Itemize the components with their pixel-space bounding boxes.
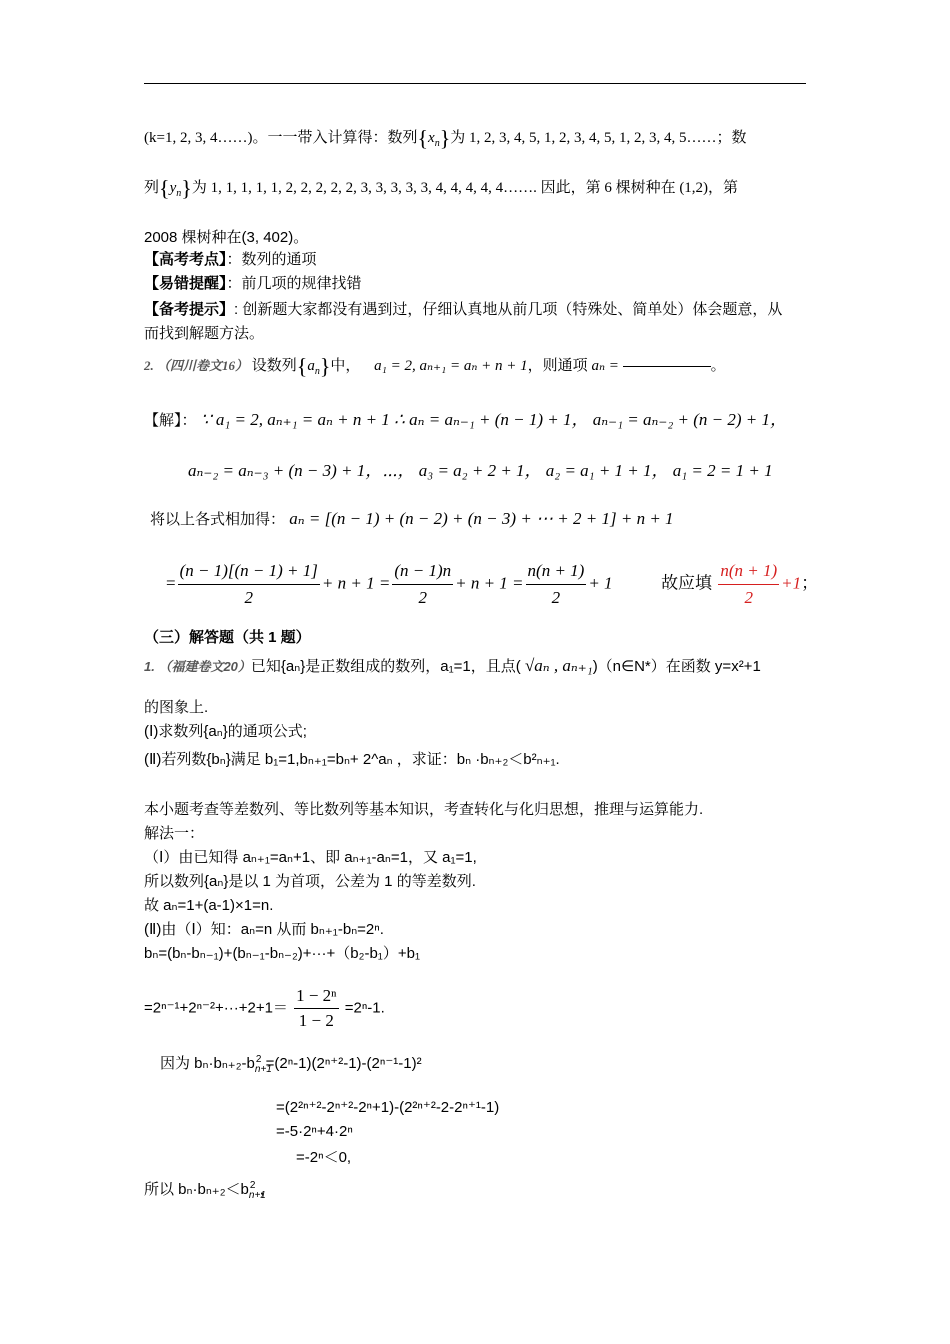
text: + 1 bbox=[588, 573, 613, 593]
para-line-1: (k=1, 2, 3, 4……)。一一带入计算得：数列$\{x_n\}$为 1, 2, 3, 4, 5, 1, 2, 3, 4, 5, 1, 2, 3, 4, 5……；数 bbox=[144, 125, 747, 151]
fraction: $\frac{(n - 1)[(n - 1) + 1]}{2}$ bbox=[179, 561, 318, 607]
point: √aₙ , aₙ₊₁ bbox=[524, 656, 593, 675]
brace-left: { bbox=[417, 125, 429, 151]
text: ， bbox=[259, 1181, 275, 1198]
text: 为 1, 2, 3, 4, 5, 1, 2, 3, 4, 5, 1, 2, 3, 4, 5……；数 bbox=[450, 130, 747, 146]
step-3: 故 aₙ=1+(a-1)×1=n. bbox=[144, 897, 274, 914]
solution-label: 【解】： bbox=[144, 413, 197, 429]
fraction: $\frac{\text{1 − 2ⁿ}}{1 - 2}$ bbox=[296, 986, 337, 1030]
text: =2ⁿ-1. bbox=[344, 999, 385, 1017]
step-5: bₙ=(bₙ-bₙ₋₁)+(bₙ₋₁-bₙ₋₂)+···+（b₂-b₁）+b₁ bbox=[144, 945, 421, 962]
kaodian-label: 【高考考点】 bbox=[144, 251, 227, 268]
step-4: (Ⅱ)由（Ⅰ）知：aₙ=n 从而 bₙ₊₁-bₙ=2ⁿ. bbox=[144, 921, 384, 938]
question-1-part-2: (Ⅱ)若列数{bₙ}满足 b₁=1,bₙ₊₁=bₙ+ 2^aₙ ，求证：bₙ ·bₙ₊₂＜b²ₙ₊₁. bbox=[144, 751, 560, 768]
step-9: =-5·2ⁿ+4·2ⁿ bbox=[276, 1123, 353, 1140]
equation: ∵ a₁ = 2, aₙ₊₁ = aₙ + n + 1 ∴ aₙ = aₙ₋₁ + (n − 1) + 1， aₙ₋₁ = aₙ₋₂ + (n − 2) + 1， bbox=[200, 410, 787, 429]
brace-right: } bbox=[439, 125, 451, 151]
yicuo-line bbox=[144, 274, 362, 294]
fraction: $\frac{(n - 1)n}{2}$ bbox=[394, 561, 452, 607]
step-8: =(2²ⁿ⁺²-2ⁿ⁺²-2ⁿ+1)-(2²ⁿ⁺²-2-2ⁿ⁺¹-1) bbox=[276, 1099, 500, 1116]
section-heading: （三）解答题（共 1 题） bbox=[144, 629, 311, 646]
text: (k=1, 2, 3, 4……)。一一带入计算得：数列 bbox=[144, 130, 418, 146]
fraction: $\frac{n(n + 1)}{2}$ bbox=[527, 561, 585, 607]
equation: aₙ = [(n − 1) + (n − 2) + (n − 3) + ⋯ + 2 + 1] + n + 1 bbox=[289, 509, 674, 528]
beikao-text: : 创新题大家都没有遇到过，仔细认真地从前几项（特殊处、简单处）体会题意，从 bbox=[234, 301, 783, 318]
header-rule bbox=[144, 83, 806, 84]
equation: aₙ₋₂ = aₙ₋₃ + (n − 3) + 1，⋯， a₃ = a₂ + 2 + 1， a₂ = a₁ + 1 + 1， a₁ = 2 = 1 + 1 bbox=[188, 461, 773, 480]
text: 中， bbox=[330, 358, 361, 374]
text: 将以上各式相加得： bbox=[150, 512, 286, 528]
solution-line-3 bbox=[150, 509, 674, 530]
text: 。 bbox=[710, 358, 726, 374]
question-1-line-2: 的图象上. bbox=[144, 699, 209, 716]
answer-plus: +1 bbox=[781, 573, 802, 593]
text: 所以 bₙ·bₙ₊₂＜b bbox=[144, 1181, 249, 1198]
yicuo-label: 【易错提醒】 bbox=[144, 275, 227, 292]
text: 列 bbox=[144, 180, 160, 196]
step-10: =-2ⁿ＜0, bbox=[296, 1149, 352, 1166]
kaodian-line bbox=[144, 250, 317, 270]
question-2: 2. （四川卷文16） 设数列$\{a_n\}$中， a₁ = 2, aₙ₊₁ = aₙ + n + 1，则通项 aₙ = 。 bbox=[144, 353, 726, 379]
solution-line-2 bbox=[188, 461, 773, 481]
answer-fraction: $\frac{n(n + 1)}{2}$ bbox=[720, 561, 778, 607]
text: ，则通项 bbox=[527, 358, 588, 374]
text: =2ⁿ⁻¹+2ⁿ⁻²+···+2+1＝ bbox=[144, 999, 288, 1017]
text: 因为 bₙ·bₙ₊₂-b bbox=[160, 1055, 255, 1072]
beikao-line bbox=[144, 300, 782, 320]
fill-label: 故应填 bbox=[661, 573, 713, 593]
yicuo-text: ：前几项的规律找错 bbox=[226, 275, 362, 292]
step-6 bbox=[144, 986, 385, 1031]
seq-x: x bbox=[428, 130, 435, 146]
seq-y: y bbox=[169, 180, 177, 196]
step-11: 所以 $b_n\cdot b_{n+2}<b_{n+1}^2$ ， bbox=[144, 1180, 275, 1201]
step-1: （Ⅰ）由已知得 aₙ₊₁=aₙ+1、即 aₙ₊₁-aₙ=1，又 a₁=1, bbox=[144, 849, 477, 866]
kaodian-text: ：数列的通项 bbox=[226, 251, 317, 268]
method-label: 解法一： bbox=[144, 825, 205, 842]
text: ； bbox=[801, 573, 819, 593]
para-line-2: 列$\{y_n\}$为 1, 1, 1, 1, 1, 2, 2, 2, 2, 2, 3, 3, 3, 3, 3, 4, 4, 4, 4, 4……. 因此，第 6 棵树种在 (1,2)，第 bbox=[144, 175, 739, 201]
question-source: 1. （福建卷文20） bbox=[144, 659, 251, 674]
answer-lhs: aₙ = bbox=[591, 358, 619, 374]
brace-right: } bbox=[181, 175, 192, 201]
text: )（n∈N*）在函数 y=x²+1 bbox=[592, 658, 761, 675]
text: 设数列 bbox=[251, 358, 297, 374]
step-2: 所以数列{aₙ}是以 1 为首项，公差为 1 的等差数列. bbox=[144, 873, 476, 890]
text: =(2ⁿ-1)(2ⁿ⁺²-1)-(2ⁿ⁻¹-1)² bbox=[265, 1055, 422, 1072]
step-7: 因为 $b_n\cdot b_{n+2}-b_{n+1}^2 =(2^n-1)(2^{n+2}-1)-(2^{n-1}-1)^2$ bbox=[160, 1054, 422, 1075]
condition: a₁ = 2, aₙ₊₁ = aₙ + n + 1 bbox=[374, 358, 528, 374]
question-1-line-1 bbox=[144, 656, 761, 677]
beikao-line-2: 而找到解题方法。 bbox=[144, 325, 265, 342]
solution-line-1 bbox=[144, 410, 787, 431]
answer-blank bbox=[623, 366, 711, 367]
analysis-intro: 本小题考查等差数列、等比数列等基本知识，考查转化与化归思想，推理与运算能力. bbox=[144, 801, 704, 818]
solution-line-4: = $\frac{(n - 1)[(n - 1) + 1]}{2}$ + n + 1 = $\frac{(n - 1)n}{2}$ + n + 1 = $\frac{n(n + 1)}{2}$ + 1 故应填 $\frac{n(n + 1)}{2}$ +1； bbox=[166, 561, 819, 607]
question-1-part-1: (Ⅰ)求数列{aₙ}的通项公式; bbox=[144, 723, 307, 740]
text: + n + 1 = bbox=[455, 573, 524, 593]
para-line-3: 2008 棵树种在(3, 402)。 bbox=[144, 229, 309, 246]
question-source: 2. （四川卷文16） bbox=[144, 358, 249, 373]
text: 已知{aₙ}是正数组成的数列，a₁=1，且点( bbox=[250, 658, 521, 675]
text: + n + 1 = bbox=[321, 573, 391, 593]
text: 为 1, 1, 1, 1, 1, 2, 2, 2, 2, 2, 3, 3, 3, 3, 3, 4, 4, 4, 4, 4……. 因此，第 6 棵树种在 (1,2)，第 bbox=[191, 180, 739, 196]
brace-left: { bbox=[159, 175, 170, 201]
beikao-label: 【备考提示】 bbox=[144, 301, 235, 318]
